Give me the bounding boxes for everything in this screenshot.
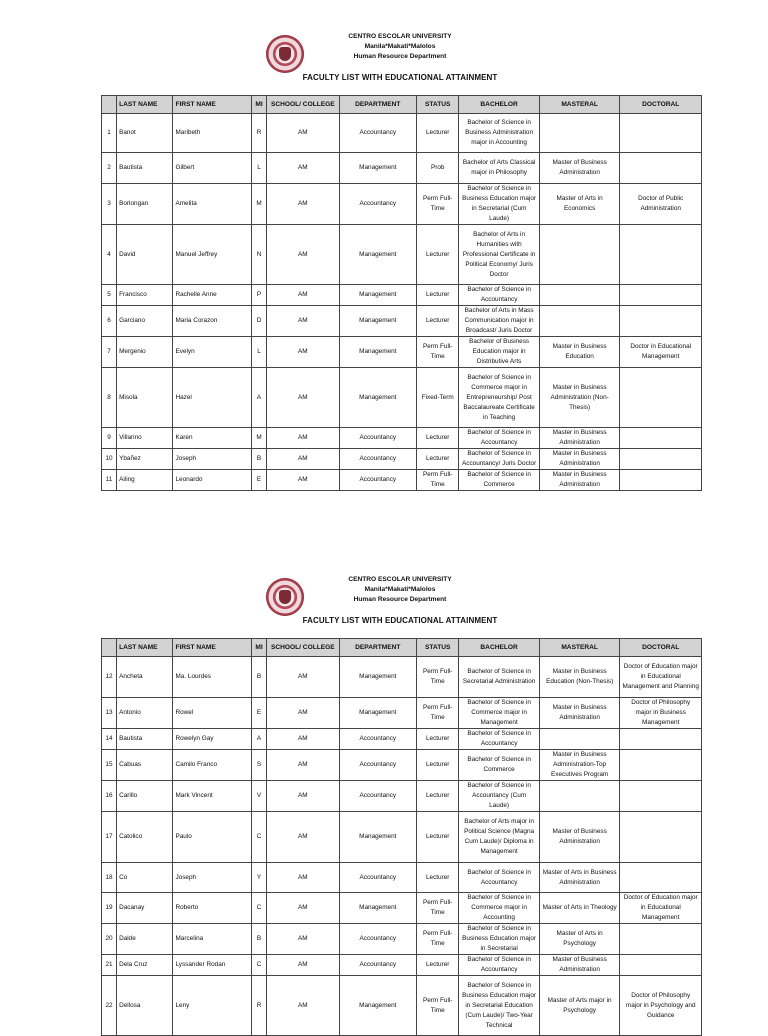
bachelor-degree-cell: Bachelor of Science in Business Education major in Secretarial [459, 924, 540, 955]
col-header-status: STATUS [417, 639, 459, 657]
row-number-cell: 16 [102, 781, 117, 812]
department-cell: Accountancy [339, 750, 417, 781]
department-name: Human Resource Department [353, 53, 447, 60]
status-cell: Lecturer [417, 729, 459, 750]
department-cell: Management [339, 698, 417, 729]
col-header-department: DEPARTMENT [339, 96, 417, 114]
status-cell: Perm Full-Time [417, 184, 459, 225]
bachelor-degree-cell: Bachelor of Business Education major in Distributive Arts [459, 337, 540, 368]
first-name-cell: Rowelyn Gay [173, 729, 252, 750]
bachelor-degree-cell: Bachelor of Science in Accountancy [459, 955, 540, 976]
bachelor-degree-cell: Bachelor of Arts major in Political Science (Magna Cum Laude)/ Diploma in Management [459, 812, 540, 863]
first-name-cell: Mark Vincent [173, 781, 252, 812]
middle-initial-cell: S [251, 750, 266, 781]
department-cell: Management [339, 306, 417, 337]
middle-initial-cell: M [251, 428, 266, 449]
department-cell: Management [339, 657, 417, 698]
school-college-cell: AM [267, 976, 339, 1036]
department-cell: Accountancy [339, 114, 417, 153]
col-header-status: STATUS [417, 96, 459, 114]
col-header-mi: MI [251, 639, 266, 657]
row-number-cell: 18 [102, 863, 117, 893]
col-header-doctoral: DOCTORAL [620, 96, 702, 114]
status-cell: Perm Full-Time [417, 657, 459, 698]
last-name-cell: Carillo [117, 781, 173, 812]
department-cell: Management [339, 368, 417, 428]
department-cell: Management [339, 337, 417, 368]
status-cell: Lecturer [417, 114, 459, 153]
department-cell: Accountancy [339, 184, 417, 225]
school-college-cell: AM [267, 285, 339, 306]
school-college-cell: AM [267, 470, 339, 491]
first-name-cell: Evelyn [173, 337, 252, 368]
table-row [102, 863, 702, 893]
school-college-cell: AM [267, 955, 339, 976]
col-header-bachelor: BACHELOR [459, 639, 540, 657]
school-college-cell: AM [267, 698, 339, 729]
bachelor-degree-cell: Bachelor of Science in Accountancy/ Juris Doctor [459, 449, 540, 470]
middle-initial-cell: E [251, 698, 266, 729]
row-number-cell: 7 [102, 337, 117, 368]
bachelor-degree-cell: Bachelor of Science in Commerce major in Management [459, 698, 540, 729]
table-row [102, 750, 702, 781]
status-cell: Lecturer [417, 781, 459, 812]
masteral-degree-cell: Master of Arts major in Psychology [539, 976, 620, 1036]
school-college-cell: AM [267, 812, 339, 863]
doctoral-degree-cell: Doctor of Education major in Educational Management [620, 893, 702, 924]
school-college-cell: AM [267, 225, 339, 285]
bachelor-degree-cell: Bachelor of Science in Business Education major in Secretarial Education (Cum Laude)/ Two-Year Technical [459, 976, 540, 1036]
department-cell: Management [339, 225, 417, 285]
last-name-cell: David [117, 225, 173, 285]
row-number-cell: 12 [102, 657, 117, 698]
status-cell: Lecturer [417, 306, 459, 337]
doctoral-degree-cell [620, 924, 702, 955]
masteral-degree-cell: Master of Arts in Theology [539, 893, 620, 924]
bachelor-degree-cell: Bachelor of Arts in Mass Communication major in Broadcast/ Juris Doctor [459, 306, 540, 337]
first-name-cell: Maribeth [173, 114, 252, 153]
last-name-cell: Dacanay [117, 893, 173, 924]
masteral-degree-cell: Master in Business Education [539, 337, 620, 368]
last-name-cell: Catolico [117, 812, 173, 863]
faculty-table [101, 638, 702, 1036]
status-cell: Lecturer [417, 428, 459, 449]
status-cell: Perm Full-Time [417, 470, 459, 491]
table-row [102, 955, 702, 976]
status-cell: Lecturer [417, 750, 459, 781]
middle-initial-cell: V [251, 781, 266, 812]
school-college-cell: AM [267, 750, 339, 781]
status-cell: Lecturer [417, 225, 459, 285]
middle-initial-cell: B [251, 924, 266, 955]
masteral-degree-cell: Master in Business Administration [539, 698, 620, 729]
doctoral-degree-cell: Doctor of Philosophy major in Psychology and Guidance [620, 976, 702, 1036]
bachelor-degree-cell: Bachelor of Science in Accountancy (Cum Laude) [459, 781, 540, 812]
campus-list: Manila*Makati*Malolos [364, 586, 436, 593]
masteral-degree-cell: Master of Business Administration [539, 153, 620, 184]
first-name-cell: Leny [173, 976, 252, 1036]
status-cell: Lecturer [417, 449, 459, 470]
status-cell: Lecturer [417, 955, 459, 976]
doctoral-degree-cell [620, 729, 702, 750]
row-number-cell: 15 [102, 750, 117, 781]
department-name: Human Resource Department [353, 596, 447, 603]
middle-initial-cell: C [251, 812, 266, 863]
school-college-cell: AM [267, 337, 339, 368]
col-header-last-name: LAST NAME [117, 639, 173, 657]
table-row [102, 781, 702, 812]
school-college-cell: AM [267, 657, 339, 698]
status-cell: Perm Full-Time [417, 698, 459, 729]
table-row [102, 812, 702, 863]
campus-list: Manila*Makati*Malolos [364, 43, 436, 50]
last-name-cell: Bautista [117, 153, 173, 184]
col-header-school: SCHOOL/ COLLEGE [267, 639, 339, 657]
row-number-cell: 1 [102, 114, 117, 153]
row-number-cell: 21 [102, 955, 117, 976]
middle-initial-cell: E [251, 470, 266, 491]
doctoral-degree-cell [620, 750, 702, 781]
department-cell: Management [339, 153, 417, 184]
table-row [102, 657, 702, 698]
row-number-cell: 14 [102, 729, 117, 750]
school-college-cell: AM [267, 114, 339, 153]
university-name: CENTRO ESCOLAR UNIVERSITY [348, 576, 452, 583]
row-number-cell: 19 [102, 893, 117, 924]
row-number-cell: 22 [102, 976, 117, 1036]
masteral-degree-cell: Master in Business Administration [539, 470, 620, 491]
middle-initial-cell: B [251, 449, 266, 470]
middle-initial-cell: D [251, 306, 266, 337]
first-name-cell: Maria Corazon [173, 306, 252, 337]
bachelor-degree-cell: Bachelor of Science in Commerce [459, 470, 540, 491]
table-row [102, 698, 702, 729]
masteral-degree-cell: Master in Business Administration-Top Executives Program [539, 750, 620, 781]
col-header-masteral: MASTERAL [539, 639, 620, 657]
masteral-degree-cell [539, 729, 620, 750]
university-name: CENTRO ESCOLAR UNIVERSITY [348, 33, 452, 40]
masteral-degree-cell: Master of Arts in Business Administration [539, 863, 620, 893]
document-title: FACULTY LIST WITH EDUCATIONAL ATTAINMENT [302, 616, 498, 625]
doctoral-degree-cell [620, 812, 702, 863]
doctoral-degree-cell: Doctor of Philosophy major in Business Management [620, 698, 702, 729]
last-name-cell: Ailing [117, 470, 173, 491]
row-number-cell: 9 [102, 428, 117, 449]
last-name-cell: Cabuas [117, 750, 173, 781]
middle-initial-cell: P [251, 285, 266, 306]
last-name-cell: Villarino [117, 428, 173, 449]
doctoral-degree-cell [620, 781, 702, 812]
department-cell: Management [339, 976, 417, 1036]
row-number-cell: 3 [102, 184, 117, 225]
masteral-degree-cell: Master in Business Education (Non-Thesis) [539, 657, 620, 698]
row-number-cell: 20 [102, 924, 117, 955]
last-name-cell: Antonio [117, 698, 173, 729]
bachelor-degree-cell: Bachelor of Science in Accountancy [459, 729, 540, 750]
middle-initial-cell: R [251, 114, 266, 153]
masteral-degree-cell: Master of Arts in Economics [539, 184, 620, 225]
department-cell: Accountancy [339, 470, 417, 491]
row-number-cell: 2 [102, 153, 117, 184]
row-number-cell: 5 [102, 285, 117, 306]
doctoral-degree-cell: Doctor of Education major in Educational Management and Planning [620, 657, 702, 698]
first-name-cell: Karen [173, 428, 252, 449]
doctoral-degree-cell: Doctor in Educational Management [620, 337, 702, 368]
col-header-doctoral: DOCTORAL [620, 639, 702, 657]
bachelor-degree-cell: Bachelor of Science in Accountancy [459, 863, 540, 893]
last-name-cell: Misola [117, 368, 173, 428]
department-cell: Accountancy [339, 955, 417, 976]
doctoral-degree-cell: Doctor of Public Administration [620, 184, 702, 225]
school-college-cell: AM [267, 893, 339, 924]
first-name-cell: Joseph [173, 863, 252, 893]
bachelor-degree-cell: Bachelor of Arts Classical major in Philosophy [459, 153, 540, 184]
first-name-cell: Marcelina [173, 924, 252, 955]
col-header-mi: MI [251, 96, 266, 114]
school-college-cell: AM [267, 924, 339, 955]
masteral-degree-cell: Master of Business Administration [539, 812, 620, 863]
university-seal-logo [266, 578, 304, 616]
last-name-cell: Dela Cruz [117, 955, 173, 976]
school-college-cell: AM [267, 368, 339, 428]
bachelor-degree-cell: Bachelor of Science in Accountancy [459, 285, 540, 306]
doctoral-degree-cell [620, 863, 702, 893]
status-cell: Perm Full-Time [417, 893, 459, 924]
last-name-cell: Mergenio [117, 337, 173, 368]
row-number-cell: 4 [102, 225, 117, 285]
last-name-cell: Co [117, 863, 173, 893]
bachelor-degree-cell: Bachelor of Science in Business Education major in Secretarial (Cum Laude) [459, 184, 540, 225]
department-cell: Management [339, 812, 417, 863]
status-cell: Perm Full-Time [417, 976, 459, 1036]
last-name-cell: Dellosa [117, 976, 173, 1036]
middle-initial-cell: B [251, 657, 266, 698]
masteral-degree-cell: Master in Business Administration [539, 449, 620, 470]
department-cell: Management [339, 893, 417, 924]
masteral-degree-cell: Master in Business Administration (Non-Thesis) [539, 368, 620, 428]
first-name-cell: Ma. Lourdes [173, 657, 252, 698]
masteral-degree-cell: Master in Business Administration [539, 428, 620, 449]
middle-initial-cell: R [251, 976, 266, 1036]
masteral-degree-cell [539, 781, 620, 812]
masteral-degree-cell: Master of Business Administration [539, 955, 620, 976]
middle-initial-cell: L [251, 337, 266, 368]
status-cell: Perm Full-Time [417, 337, 459, 368]
department-cell: Accountancy [339, 781, 417, 812]
middle-initial-cell: C [251, 955, 266, 976]
first-name-cell: Amelita [173, 184, 252, 225]
col-header-bachelor: BACHELOR [459, 96, 540, 114]
row-number-cell: 8 [102, 368, 117, 428]
row-number-cell: 6 [102, 306, 117, 337]
row-number-cell: 13 [102, 698, 117, 729]
last-name-cell: Garciano [117, 306, 173, 337]
middle-initial-cell: C [251, 893, 266, 924]
last-name-cell: Borlongan [117, 184, 173, 225]
last-name-cell: Banot [117, 114, 173, 153]
bachelor-degree-cell: Bachelor of Arts in Humanities with Professional Certificate in Political Economy/ Juris Doctor [459, 225, 540, 285]
table-row [102, 924, 702, 955]
col-header-first-name: FIRST NAME [173, 639, 252, 657]
table-row [102, 729, 702, 750]
school-college-cell: AM [267, 306, 339, 337]
school-college-cell: AM [267, 863, 339, 893]
last-name-cell: Dalde [117, 924, 173, 955]
bachelor-degree-cell: Bachelor of Science in Commerce major in Entrepreneurship/ Post Baccalaureate Certificate in Teaching [459, 368, 540, 428]
first-name-cell: Roberto [173, 893, 252, 924]
first-name-cell: Manuel Jeffrey [173, 225, 252, 285]
bachelor-degree-cell: Bachelor of Science in Business Administration major in Accounting [459, 114, 540, 153]
first-name-cell: Gilbert [173, 153, 252, 184]
first-name-cell: Rachelle Anne [173, 285, 252, 306]
school-college-cell: AM [267, 449, 339, 470]
first-name-cell: Paulo [173, 812, 252, 863]
masteral-degree-cell: Master of Arts in Psychology [539, 924, 620, 955]
school-college-cell: AM [267, 729, 339, 750]
school-college-cell: AM [267, 428, 339, 449]
department-cell: Management [339, 285, 417, 306]
row-number-cell: 10 [102, 449, 117, 470]
school-college-cell: AM [267, 184, 339, 225]
middle-initial-cell: M [251, 184, 266, 225]
col-header-school: SCHOOL/ COLLEGE [267, 96, 339, 114]
department-cell: Accountancy [339, 863, 417, 893]
first-name-cell: Rowel [173, 698, 252, 729]
status-cell: Prob [417, 153, 459, 184]
department-cell: Accountancy [339, 729, 417, 750]
status-cell: Lecturer [417, 863, 459, 893]
department-cell: Accountancy [339, 428, 417, 449]
first-name-cell: Joseph [173, 449, 252, 470]
last-name-cell: Ybañez [117, 449, 173, 470]
middle-initial-cell: N [251, 225, 266, 285]
document-title: FACULTY LIST WITH EDUCATIONAL ATTAINMENT [302, 73, 498, 82]
middle-initial-cell: A [251, 368, 266, 428]
table-header-row [102, 639, 702, 657]
bachelor-degree-cell: Bachelor of Science in Commerce major in Accounting [459, 893, 540, 924]
bachelor-degree-cell: Bachelor of Science in Commerce [459, 750, 540, 781]
middle-initial-cell: L [251, 153, 266, 184]
last-name-cell: Ancheta [117, 657, 173, 698]
first-name-cell: Hazel [173, 368, 252, 428]
first-name-cell: Camilo Franco [173, 750, 252, 781]
col-header-no [102, 639, 117, 657]
last-name-cell: Francisco [117, 285, 173, 306]
middle-initial-cell: A [251, 729, 266, 750]
bachelor-degree-cell: Bachelor of Science in Accountancy [459, 428, 540, 449]
first-name-cell: Lyssander Rodan [173, 955, 252, 976]
school-college-cell: AM [267, 153, 339, 184]
row-number-cell: 11 [102, 470, 117, 491]
school-college-cell: AM [267, 781, 339, 812]
status-cell: Lecturer [417, 812, 459, 863]
status-cell: Fixed-Term [417, 368, 459, 428]
middle-initial-cell: Y [251, 863, 266, 893]
doctoral-degree-cell [620, 955, 702, 976]
row-number-cell: 17 [102, 812, 117, 863]
status-cell: Lecturer [417, 285, 459, 306]
last-name-cell: Bautista [117, 729, 173, 750]
col-header-masteral: MASTERAL [539, 96, 620, 114]
department-cell: Accountancy [339, 449, 417, 470]
col-header-last-name: LAST NAME [117, 96, 173, 114]
col-header-first-name: FIRST NAME [173, 96, 252, 114]
first-name-cell: Leonardo [173, 470, 252, 491]
table-row [102, 893, 702, 924]
status-cell: Perm Full-Time [417, 924, 459, 955]
bachelor-degree-cell: Bachelor of Science in Secretarial Administration [459, 657, 540, 698]
table-row [102, 976, 702, 1036]
department-cell: Accountancy [339, 924, 417, 955]
col-header-department: DEPARTMENT [339, 639, 417, 657]
